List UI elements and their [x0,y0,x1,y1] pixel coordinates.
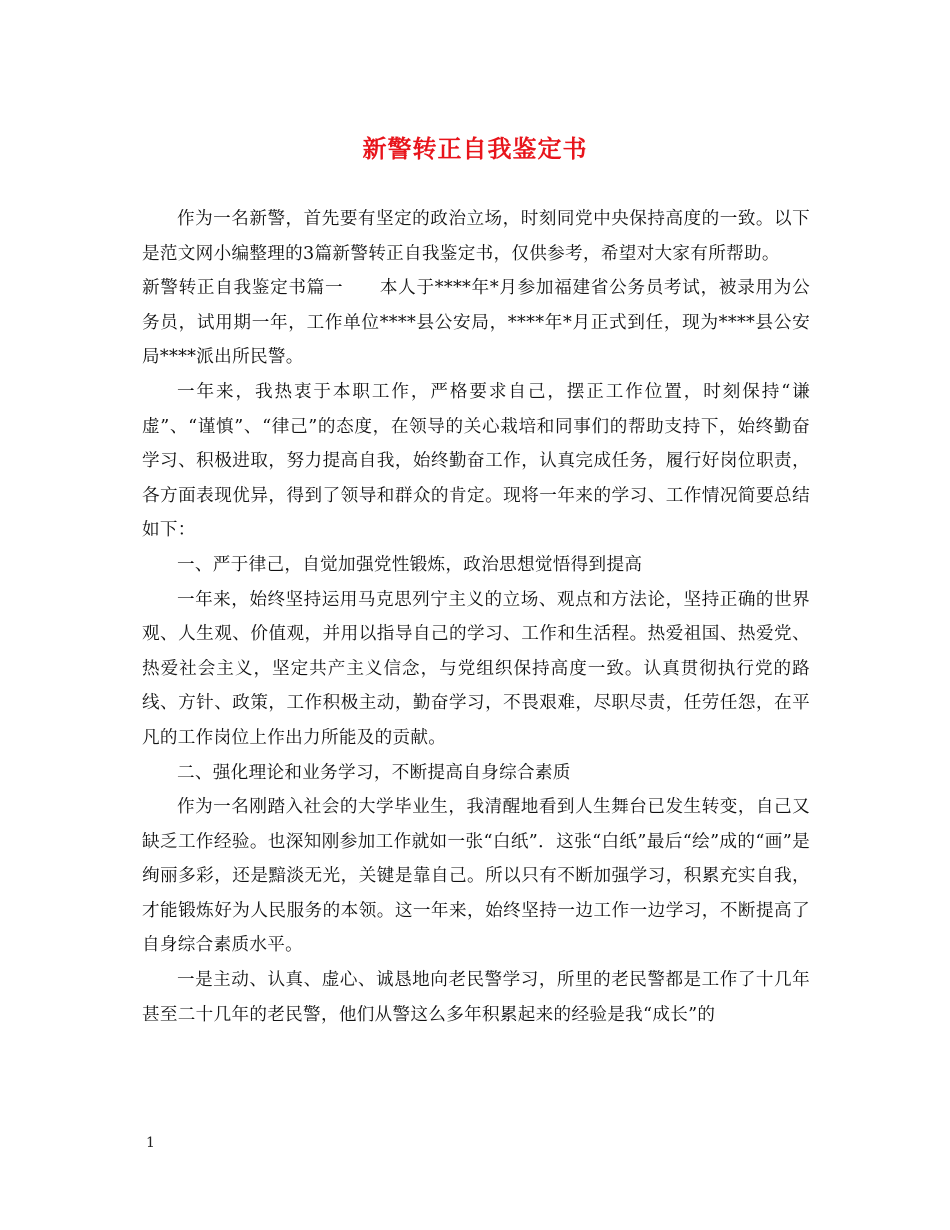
paragraph: 一年来，我热衷于本职工作，严格要求自己，摆正工作位置，时刻保持“谦虚”、“谨慎”、“律己”的态度，在领导的关心栽培和同事们的帮助支持下，始终勤奋学习、积极进取，努力提高自我，始终勤奋工作，认真完成任务，履行好岗位职责，各方面表现优异，得到了领导和群众的肯定。现将一年来的学习、工作情况简要总结如下： [142,381,810,541]
paragraph: 作为一名刚踏入社会的大学毕业生，我清醒地看到人生舞台已发生转变，自己又缺乏工作经验。也深知刚参加工作就如一张“白纸”．这张“白纸”最后“绘”成的“画”是绚丽多彩，还是黯淡无光，关键是靠自己。所以只有不断加强学习，积累充实自我，才能锻炼好为人民服务的本领。这一年来，始终坚持一边工作一边学习，不断提高了自身综合素质水平。 [142,797,810,956]
section-heading: 一、严于律己，自觉加强党性锻炼，政治思想觉悟得到提高 [177,554,643,575]
section-heading: 二、强化理论和业务学习，不断提高自身综合素质 [177,762,571,783]
page-number: 1 [146,1135,155,1151]
paragraph: 作为一名新警，首先要有坚定的政治立场，时刻同党中央保持高度的一致。以下是范文网小编整理的3篇新警转正自我鉴定书，仅供参考，希望对大家有所帮助。 [142,209,810,264]
document-body [142,202,810,1032]
paragraph: 新警转正自我鉴定书篇一 本人于****年*月参加福建省公务员考试，被录用为公务员，试用期一年，工作单位****县公安局，****年*月正式到任，现为****县公安局****派出所民警。 [142,278,810,368]
paragraph: 一年来，始终坚持运用马克思列宁主义的立场、观点和方法论，坚持正确的世界观、人生观、价值观，并用以指导自己的学习、工作和生活程。热爱祖国、热爱党、热爱社会主义，坚定共产主义信念，与党组织保持高度一致。认真贯彻执行党的路线、方针、政策，工作积极主动，勤奋学习，不畏艰难，尽职尽责，任劳任怨，在平凡的工作岗位上作出力所能及的贡献。 [142,589,810,748]
paragraph: 一是主动、认真、虚心、诚恳地向老民警学习，所里的老民警都是工作了十几年甚至二十几年的老民警，他们从警这么多年积累起来的经验是我“成长”的 [142,970,810,1025]
document-title: 新警转正自我鉴定书 [362,134,588,163]
